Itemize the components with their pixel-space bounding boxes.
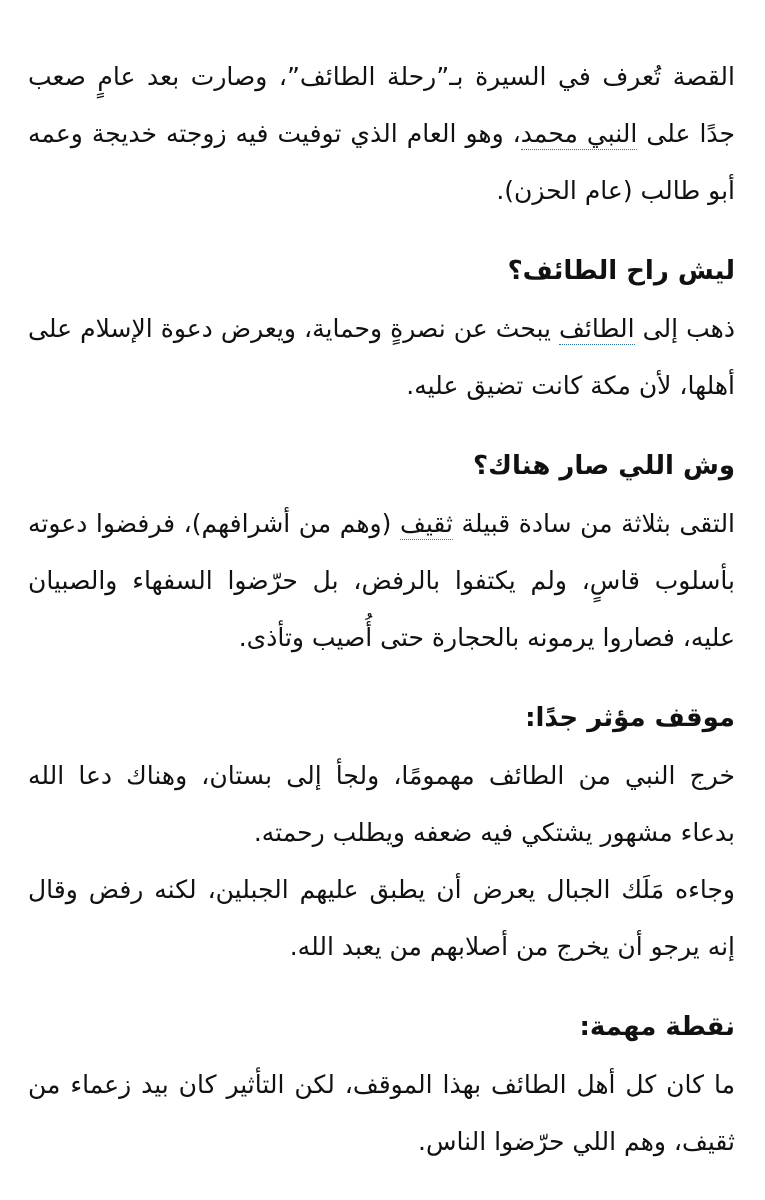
section-heading-what-happened: وش اللي صار هناك؟ — [473, 451, 735, 481]
section-why-taif — [28, 243, 735, 414]
section-what-happened — [28, 438, 735, 666]
why-taif-text-end: يبحث عن نصرةٍ وحماية، ويعرض دعوة الإسلام على أهلها، لأن مكة كانت تضيق عليه. — [28, 314, 735, 400]
section-heading-important-point: نقطة مهمة: — [579, 1012, 735, 1042]
section-paragraph-important-point: ما كان كل أهل الطائف بهذا الموقف، لكن التأثير كان بيد زعماء من ثقيف، وهم اللي حرّضوا الناس. — [28, 1070, 735, 1156]
prophet-muhammad-link[interactable]: النبي محمد — [520, 119, 638, 148]
intro-text-start: القصة تُعرف في السيرة بـ”رحلة الطائف”، وصارت بعد عامٍ صعب جدًا على — [28, 62, 735, 148]
why-taif-text-start: ذهب إلى — [634, 314, 735, 343]
taif-link[interactable]: الطائف — [559, 314, 635, 343]
section-paragraph-moving-moment-2: وجاءه مَلَك الجبال يعرض أن يطبق عليهم الجبلين، لكنه رفض وقال إنه يرجو أن يخرج من أصلابهم من يعبد الله. — [28, 875, 735, 961]
section-paragraph-what-happened — [28, 495, 735, 666]
section-important-point — [28, 999, 735, 1170]
intro-text-end: ، وهو العام الذي توفيت فيه زوجته خديجة وعمه أبو طالب (عام الحزن). — [28, 119, 735, 205]
thaqif-link[interactable]: ثقيف — [399, 509, 453, 538]
section-paragraph-why-taif — [28, 300, 735, 414]
section-heading-why-taif: ليش راح الطائف؟ — [507, 256, 735, 286]
intro-paragraph — [28, 48, 735, 219]
what-happened-text-end: (وهم من أشرافهم)، فرفضوا دعوته بأسلوب قاسٍ، ولم يكتفوا بالرفض، بل حرّضوا السفهاء والصبيان عليه، فصاروا يرمونه بالحجارة حتى أُصيب وتأذى. — [28, 509, 735, 652]
section-heading-moving-moment: موقف مؤثر جدًا: — [525, 703, 735, 733]
section-moving-moment — [28, 690, 735, 975]
what-happened-text-start: التقى بثلاثة من سادة قبيلة — [452, 509, 736, 538]
section-paragraph-moving-moment-1: خرج النبي من الطائف مهمومًا، ولجأ إلى بستان، وهناك دعا الله بدعاء مشهور يشتكي فيه ضعفه ويطلب رحمته. — [28, 761, 735, 847]
